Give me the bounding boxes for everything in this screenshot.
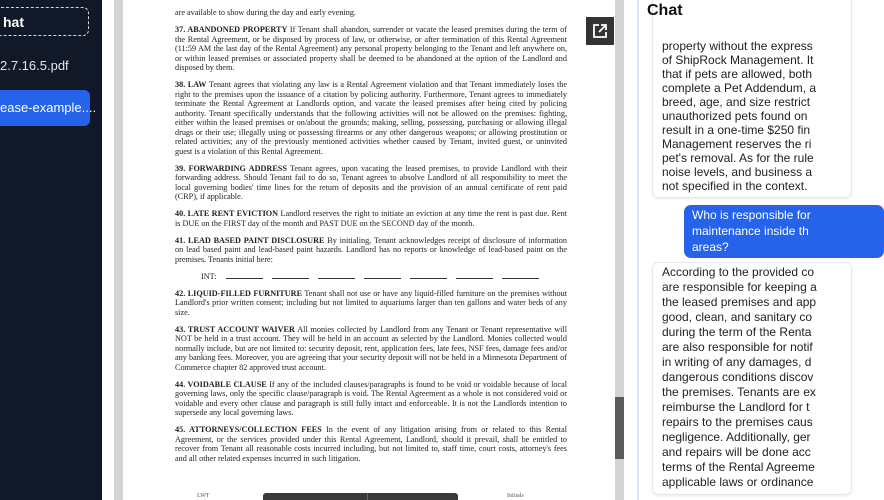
clause-title: 40. LATE RENT EVICTION bbox=[175, 209, 279, 218]
int-label: INT: bbox=[201, 271, 217, 281]
clause-body: All monies collected by Landlord from any Tenant or Tenant representative will NOT be held in a trust account. They will be held in an account as selected by the Landlord. Monies collected would normally include, but are not limited to: security deposit, rent, application fees, late fees, NSF fees, damage fees and/or any banking fees. Moreover, you are agreeing that your security deposit will not be held in a Minnesota Department of Commerce chapter 82 approved trust account. bbox=[175, 324, 567, 372]
initials-row bbox=[175, 272, 567, 282]
page-footer-left: LWT bbox=[197, 493, 210, 499]
message-line: the leased premises and app bbox=[662, 295, 817, 309]
scrollbar-thumb[interactable] bbox=[615, 397, 624, 459]
page-footer-right: Initials bbox=[507, 493, 524, 499]
message-line: are also responsible for notif bbox=[662, 340, 813, 354]
document-item-active[interactable]: ease-example.... bbox=[0, 90, 90, 126]
clause-title: 41. LEAD BASED PAINT DISCLOSURE bbox=[175, 235, 325, 245]
clause-title: 39. FORWARDING ADDRESS bbox=[175, 163, 287, 173]
message-line: result in a one-time $250 fin bbox=[662, 123, 811, 137]
message-line: noise levels, and business a bbox=[662, 165, 813, 179]
message-line: are responsible for keeping a bbox=[662, 280, 817, 294]
message-line: Management reserves the ri bbox=[662, 137, 812, 151]
pdf-text bbox=[175, 0, 567, 471]
message-line: of ShipRock Management. It bbox=[662, 53, 814, 67]
message-line: property without the express bbox=[662, 39, 813, 53]
clause-body: In the event of any litigation arising from or related to this Rental Agreement, or the services provided under this Rental Agreement, Landlord, should it prevail, shall be entitled to recover from Tenant all reasonable costs incurred including, but not limited to, staff time, court costs, attorney's fees and all other related expenses incurred in such litigation. bbox=[175, 425, 567, 463]
clause-title: 44. VOIDABLE CLAUSE bbox=[175, 379, 267, 389]
clause bbox=[175, 209, 567, 228]
clause-title: 38. LAW bbox=[175, 80, 207, 89]
clause-body: Tenant shall not use or have any liquid-filled furniture on the premises without Landlord's prior written consent; including but not limited to aquariums larger than ten gallons and water beds of any size. bbox=[175, 288, 567, 317]
initial-blank[interactable] bbox=[410, 278, 447, 279]
message-line: not specified in the context. bbox=[662, 179, 808, 193]
message-line: terms of the Rental Agreeme bbox=[662, 460, 815, 474]
message-line: that if pets are allowed, both bbox=[662, 67, 813, 81]
viewer-gutter bbox=[114, 0, 123, 500]
new-chat-button[interactable]: hat bbox=[0, 7, 89, 36]
message-line: pet's removal. As for the rule bbox=[662, 151, 814, 165]
chat-title: Chat bbox=[647, 2, 683, 19]
initial-blank[interactable] bbox=[272, 278, 309, 279]
open-in-new-icon bbox=[592, 23, 608, 39]
clause bbox=[175, 164, 567, 202]
message-line: reimburse the Landlord for t bbox=[662, 400, 810, 414]
message-line: and repairs will be done acc bbox=[662, 445, 811, 459]
clause bbox=[175, 380, 567, 418]
clause bbox=[175, 25, 567, 73]
document-item[interactable]: 2.7.16.5.pdf bbox=[0, 58, 69, 73]
clause-body: Tenant agrees that violating any law is a Rental Agreement violation and that Tenant immediately loses the right to the premises upon the issuance of a citation by policing authority. Furthermore, Tenant agrees to immediately terminate the Rental Agreement at Landlords option, and vacate the leased premises after being cited by policing authority. Tenant specifically understands that the following activities will not be allowed on the premises: fighting, either within the leased premises or on/about the grounds; making, selling, possessing, purchasing or allowing illegal drugs or their use; illegally using or possessing firearms or any other dangerous weapons; or allowing prostitution or related activities; any of the previously mentioned activities whether caused by Tenant, invited guest, or uninvited guest is a violation of this Rental Agreement. bbox=[175, 80, 568, 156]
clause bbox=[175, 236, 567, 265]
clause-body: If Tenant shall abandon, surrender or vacate the leased premises during the term of the Rental Agreement, or be disposed by process of law, or otherwise, or after termination of this Rental Agreement (11:59 AM the last day of the Rental Agreement) any personal property belonging to the Tenant and left anywhere on, or within leased premises or associated property shall be deemed to be abandoned at the option of the Landlord and disposed by them. bbox=[175, 25, 567, 72]
clause bbox=[175, 425, 567, 463]
message-line: the premises. Tenants are ex bbox=[662, 385, 816, 399]
pdf-viewer bbox=[102, 0, 637, 500]
message-line: areas? bbox=[692, 240, 729, 254]
message-line: repairs to the premises caus bbox=[662, 415, 813, 429]
message-line: applicable laws or ordinance bbox=[662, 475, 814, 489]
initial-blank[interactable] bbox=[364, 278, 401, 279]
clause bbox=[175, 325, 567, 373]
message-line: in writing of any damages, d bbox=[662, 355, 812, 369]
message-line: breed, age, and size restrict bbox=[662, 95, 811, 109]
clause-title: 43. TRUST ACCOUNT WAIVER bbox=[175, 324, 295, 334]
clause-title: 45. ATTORNEYS/COLLECTION FEES bbox=[175, 425, 322, 434]
message-line: good, clean, and sanitary co bbox=[662, 310, 813, 324]
clause-body: By initialing, Tenant acknowledges receipt of disclosure of information on lead based paint and lead-based paint hazards. Landlord has no reports or knowledge of lead-based paint on the premises. Tenants initial here: bbox=[175, 235, 567, 264]
message-line: during the term of the Renta bbox=[662, 325, 812, 339]
pdf-page bbox=[123, 0, 615, 500]
assistant-message bbox=[652, 0, 852, 198]
clause-title: 42. LIQUID-FILLED FURNITURE bbox=[175, 288, 303, 298]
open-in-new-button[interactable] bbox=[586, 17, 614, 45]
user-message bbox=[684, 205, 884, 258]
clause-body: Landlord reserves the right to initiate an eviction at any time the rent is past due. Rent is DUE on the FIRST day of the month and PAST DUE on the SECOND day of the month. bbox=[175, 209, 567, 228]
clause bbox=[175, 80, 567, 156]
clause bbox=[175, 289, 567, 318]
sidebar bbox=[0, 0, 102, 500]
message-line: According to the provided co bbox=[662, 265, 815, 279]
pdf-toolbar[interactable] bbox=[263, 493, 458, 500]
message-line: negligence. Additionally, ger bbox=[662, 430, 811, 444]
initial-blank[interactable] bbox=[318, 278, 355, 279]
clause-title: 37. ABANDONED PROPERTY bbox=[175, 25, 288, 34]
assistant-message bbox=[652, 262, 852, 495]
message-line: complete a Pet Addendum, a bbox=[662, 81, 817, 95]
initial-blank[interactable] bbox=[226, 278, 263, 279]
clause-body: If any of the included clauses/paragraphs is found to be void or voidable because of local governing laws, only the specific clause/paragraph is void. The Rental Agreement as a whole is not considered void or voidable and every other clause and paragraph is still fully intact and enforceable. It is not the Landlords intention to supersede any local governing laws. bbox=[175, 379, 568, 417]
message-line: dangerous conditions discov bbox=[662, 370, 814, 384]
clause-body: Tenant agrees, upon vacating the leased premises, to provide Landlord with their forwarding address. Should Tenant fail to do so, Tenant agrees to absolve Landlord of all responsibility to meet the local governing bodies' time lines for the return of deposits and the provision of an annual certificate of rent paid (CRP), if applicable. bbox=[175, 163, 567, 201]
message-line: Who is responsible for bbox=[692, 208, 811, 222]
message-line: unauthorized pets found on bbox=[662, 109, 808, 123]
initial-blank[interactable] bbox=[456, 278, 493, 279]
chat-panel bbox=[637, 0, 817, 500]
pdf-line: are available to show during the day and early evening. bbox=[175, 8, 356, 17]
message-line: maintenance inside th bbox=[692, 224, 809, 238]
initial-blank[interactable] bbox=[502, 278, 539, 279]
